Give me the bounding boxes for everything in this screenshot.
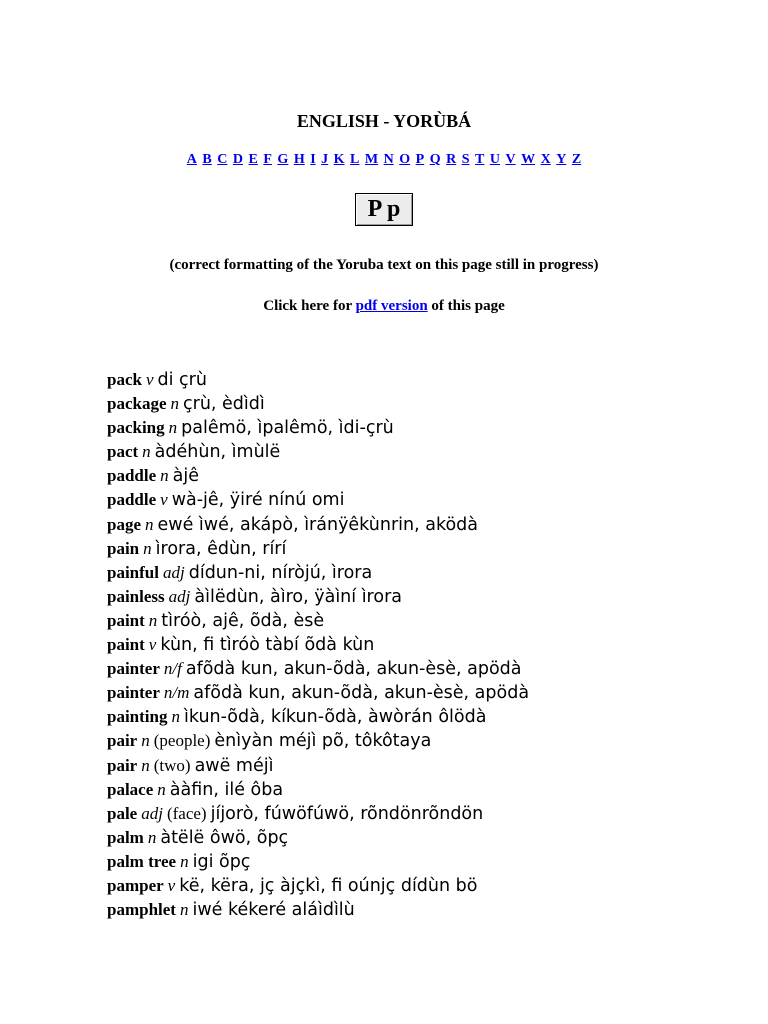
- entry-qualifier: (face): [166, 803, 207, 823]
- letter-link-z[interactable]: Z: [571, 152, 582, 167]
- entry-part-of-speech: adj: [162, 562, 185, 582]
- letter-link-a[interactable]: A: [186, 152, 197, 167]
- entry-translation: dídun-ni, níròjú, ìrora: [188, 562, 373, 583]
- entry-translation: tìróò, ajê, õdà, èsè: [161, 610, 325, 631]
- entry-row: [107, 392, 747, 416]
- letter-link-e[interactable]: E: [248, 152, 258, 167]
- entry-row: [107, 898, 747, 922]
- entry-headword: painter: [107, 683, 160, 703]
- entry-headword: palace: [107, 779, 154, 799]
- entry-translation: àdéhùn, ìmùlë: [154, 442, 281, 463]
- letter-link-v[interactable]: V: [505, 152, 516, 167]
- entry-row: [107, 850, 747, 874]
- entry-row: [107, 681, 747, 705]
- letter-link-x[interactable]: X: [540, 152, 551, 167]
- entry-headword: packing: [107, 418, 165, 438]
- entry-headword: painful: [107, 562, 159, 582]
- entry-part-of-speech: n: [141, 755, 150, 775]
- entry-row: [107, 513, 747, 537]
- dictionary-entries: [107, 368, 747, 922]
- entry-headword: page: [107, 514, 141, 534]
- entry-row: [107, 416, 747, 440]
- entry-part-of-speech: v: [160, 490, 168, 510]
- entry-part-of-speech: n: [157, 779, 166, 799]
- letter-link-l[interactable]: L: [350, 152, 360, 167]
- entry-headword: paddle: [107, 490, 157, 510]
- entry-headword: pair: [107, 731, 138, 751]
- letter-link-q[interactable]: Q: [429, 152, 441, 167]
- entry-translation: ìrora, êdùn, rírí: [155, 538, 287, 559]
- entry-part-of-speech: n: [143, 538, 152, 558]
- entry-row: [107, 561, 747, 585]
- letter-link-b[interactable]: B: [202, 152, 212, 167]
- entry-part-of-speech: n: [145, 514, 154, 534]
- entry-headword: paint: [107, 635, 145, 655]
- entry-row: [107, 778, 747, 802]
- entry-headword: pair: [107, 755, 138, 775]
- entry-translation: kë, këra, jç àjçkì, fi oúnjç dídùn bö: [179, 875, 478, 896]
- pdf-suffix: of this page: [431, 298, 505, 314]
- entry-translation: wà-jê, ÿiré nínú omi: [171, 490, 345, 511]
- letter-link-t[interactable]: T: [475, 152, 485, 167]
- entry-row: [107, 609, 747, 633]
- entry-headword: pale: [107, 803, 138, 823]
- entry-translation: di çrù: [157, 370, 207, 390]
- entry-part-of-speech: n: [179, 900, 189, 920]
- pdf-prefix: Click here for: [263, 298, 352, 314]
- entry-row: [107, 488, 747, 512]
- entry-translation: jíjorò, fúwöfúwö, rõndönrõndön: [210, 803, 484, 824]
- entry-translation: àìlëdùn, àìro, ÿàìní ìrora: [194, 586, 402, 607]
- page-title: ENGLISH - YORÙBÁ: [296, 111, 472, 131]
- letter-link-h[interactable]: H: [293, 152, 305, 167]
- entry-translation: afõdà kun, akun-õdà, akun-èsè, apödà: [193, 683, 530, 704]
- entry-translation: àtëlë ôwö, õpç: [160, 827, 289, 848]
- entry-part-of-speech: n: [170, 394, 179, 414]
- entry-row: [107, 729, 747, 753]
- pdf-line: [0, 298, 768, 315]
- entry-headword: package: [107, 394, 167, 414]
- entry-qualifier: (two): [153, 755, 191, 775]
- entry-translation: ènìyàn méjì põ, tôkôtaya: [214, 731, 432, 752]
- letter-link-k[interactable]: K: [333, 152, 345, 167]
- entry-row: [107, 368, 747, 392]
- entry-part-of-speech: n: [171, 707, 180, 727]
- entry-translation: igi õpç: [192, 851, 251, 872]
- entry-row: [107, 754, 747, 778]
- letter-link-i[interactable]: I: [310, 152, 316, 167]
- alphabet-nav: [0, 152, 768, 168]
- pdf-version-link[interactable]: pdf version: [355, 298, 428, 314]
- entry-part-of-speech: n/m: [163, 683, 190, 703]
- entry-headword: pact: [107, 442, 139, 462]
- entry-headword: painter: [107, 659, 160, 679]
- entry-part-of-speech: v: [145, 370, 154, 389]
- entry-row: [107, 657, 747, 681]
- entry-headword: pack: [107, 370, 142, 389]
- entry-translation: kùn, fi tìróò tàbí õdà kùn: [160, 635, 375, 656]
- entry-translation: çrù, èdìdì: [183, 394, 265, 415]
- entry-part-of-speech: n: [142, 442, 151, 462]
- entry-row: [107, 585, 747, 609]
- entry-headword: palm: [107, 827, 144, 847]
- entry-row: [107, 537, 747, 561]
- entry-headword: pamper: [107, 875, 164, 895]
- entry-headword: paint: [107, 610, 145, 630]
- progress-note: (correct formatting of the Yoruba text on this page still in progress): [169, 257, 599, 273]
- entry-headword: pamphlet: [107, 900, 176, 920]
- entry-part-of-speech: adj: [168, 586, 191, 606]
- entry-row: [107, 440, 747, 464]
- entry-row: [107, 464, 747, 488]
- entry-headword: painless: [107, 586, 165, 606]
- letter-link-m[interactable]: M: [364, 152, 379, 167]
- letter-link-r[interactable]: R: [446, 152, 457, 167]
- letter-link-d[interactable]: D: [232, 152, 244, 167]
- entry-qualifier: (people): [153, 731, 211, 751]
- entry-row: [107, 633, 747, 657]
- entry-headword: paddle: [107, 466, 157, 486]
- entry-translation: ìkun-õdà, kíkun-õdà, àwòrán ôlödà: [183, 707, 487, 728]
- entry-translation: iwé kékeré aláìdìlù: [192, 900, 355, 921]
- entry-part-of-speech: v: [148, 635, 157, 655]
- entry-row: [107, 705, 747, 729]
- entry-row: [107, 826, 747, 850]
- entry-translation: ewé ìwé, akápò, ìránÿêkùnrin, aködà: [157, 514, 479, 535]
- entry-translation: afõdà kun, akun-õdà, akun-èsè, apödà: [185, 659, 522, 680]
- letter-link-g[interactable]: G: [277, 152, 289, 167]
- entry-part-of-speech: n: [147, 827, 157, 847]
- entry-part-of-speech: n: [180, 851, 189, 871]
- entry-part-of-speech: adj: [141, 803, 163, 823]
- letter-link-u[interactable]: U: [489, 152, 500, 167]
- entry-row: [107, 802, 747, 826]
- letter-link-c[interactable]: C: [217, 152, 228, 167]
- entry-headword: pain: [107, 538, 140, 558]
- entry-translation: awë méjì: [194, 755, 274, 776]
- entry-row: [107, 874, 747, 898]
- entry-translation: àjê: [172, 466, 199, 487]
- entry-part-of-speech: n: [148, 610, 158, 630]
- entry-translation: ààfin, ilé ôba: [169, 779, 284, 800]
- entry-part-of-speech: n/f: [163, 659, 182, 679]
- letter-link-p[interactable]: P: [415, 152, 425, 167]
- current-letter-box: P p: [355, 193, 413, 226]
- letter-link-w[interactable]: W: [521, 152, 536, 167]
- letter-link-s[interactable]: S: [461, 152, 470, 167]
- entry-part-of-speech: v: [167, 875, 176, 895]
- entry-headword: painting: [107, 707, 168, 727]
- entry-part-of-speech: n: [160, 466, 169, 486]
- entry-part-of-speech: n: [168, 418, 178, 438]
- letter-link-y[interactable]: Y: [556, 152, 567, 167]
- entry-translation: palêmö, ìpalêmö, ìdi-çrù: [181, 418, 394, 439]
- letter-link-j[interactable]: J: [321, 152, 329, 167]
- letter-link-f[interactable]: F: [263, 152, 272, 167]
- entry-headword: palm tree: [107, 851, 177, 871]
- entry-part-of-speech: n: [141, 731, 150, 751]
- letter-link-n[interactable]: N: [383, 152, 394, 167]
- letter-link-o[interactable]: O: [399, 152, 411, 167]
